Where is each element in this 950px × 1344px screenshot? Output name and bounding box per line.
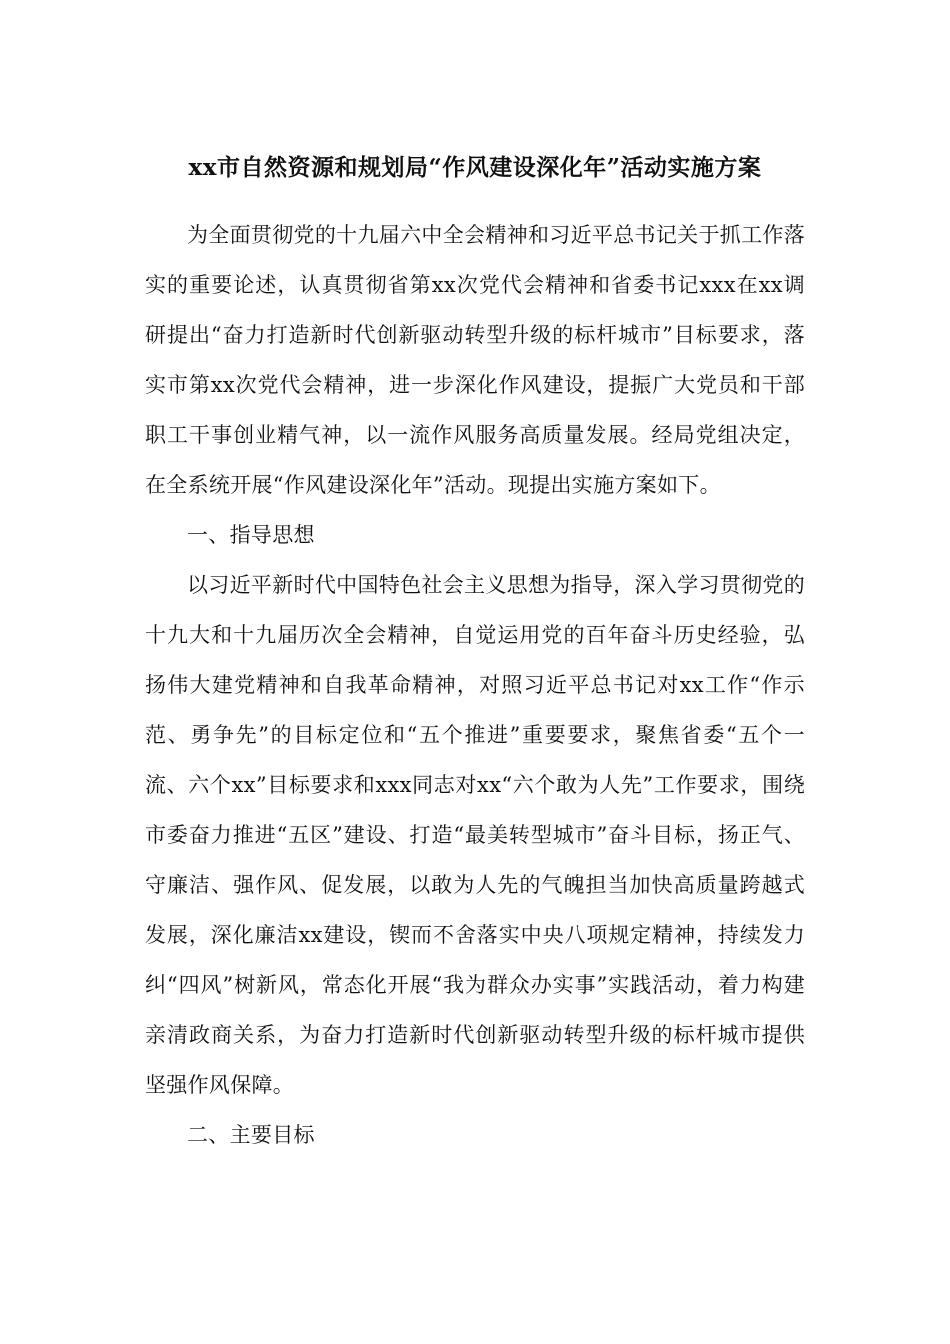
document-title: xx市自然资源和规划局“作风建设深化年”活动实施方案 — [188, 154, 762, 181]
intro-paragraph: 为全面贯彻党的十九届六中全会精神和习近平总书记关于抓工作落实的重要论述，认真贯彻省第xx次党代会精神和省委书记xxx在xx调研提出“奋力打造新时代创新驱动转型升级的标杆城市”目标要求，落实市第xx次党代会精神，进一步深化作风建设，提振广大党员和干部职工干事创业精气神，以一流作风服务高质量发展。经局党组决定，在全系统开展“作风建设深化年”活动。现提出实施方案如下。 — [145, 223, 805, 497]
guiding-ideology-paragraph: 以习近平新时代中国特色社会主义思想为指导，深入学习贯彻党的十九大和十九届历次全会精神，自觉运用党的百年奋斗历史经验，弘扬伟大建党精神和自我革命精神，对照习近平总书记对xx工作“作示范、勇争先”的目标定位和“五个推进”重要要求，聚焦省委“五个一流、六个xx”目标要求和xxx同志对xx“六个敢为人先”工作要求，围绕市委奋力推进“五区”建设、打造“最美转型城市”奋斗目标，扬正气、守廉洁、强作风、促发展，以敢为人先的气魄担当加快高质量跨越式发展，深化廉洁xx建设，锲而不舍落实中央八项规定精神，持续发力纠“四风”树新风，常态化开展“我为群众办实事”实践活动，着力构建亲清政商关系，为奋力打造新时代创新驱动转型升级的标杆城市提供坚强作风保障。 — [145, 573, 805, 1097]
document-body — [145, 210, 805, 1160]
section-heading-guiding-ideology: 一、指导思想 — [187, 523, 315, 547]
section-heading-main-goals: 二、主要目标 — [187, 1123, 315, 1147]
